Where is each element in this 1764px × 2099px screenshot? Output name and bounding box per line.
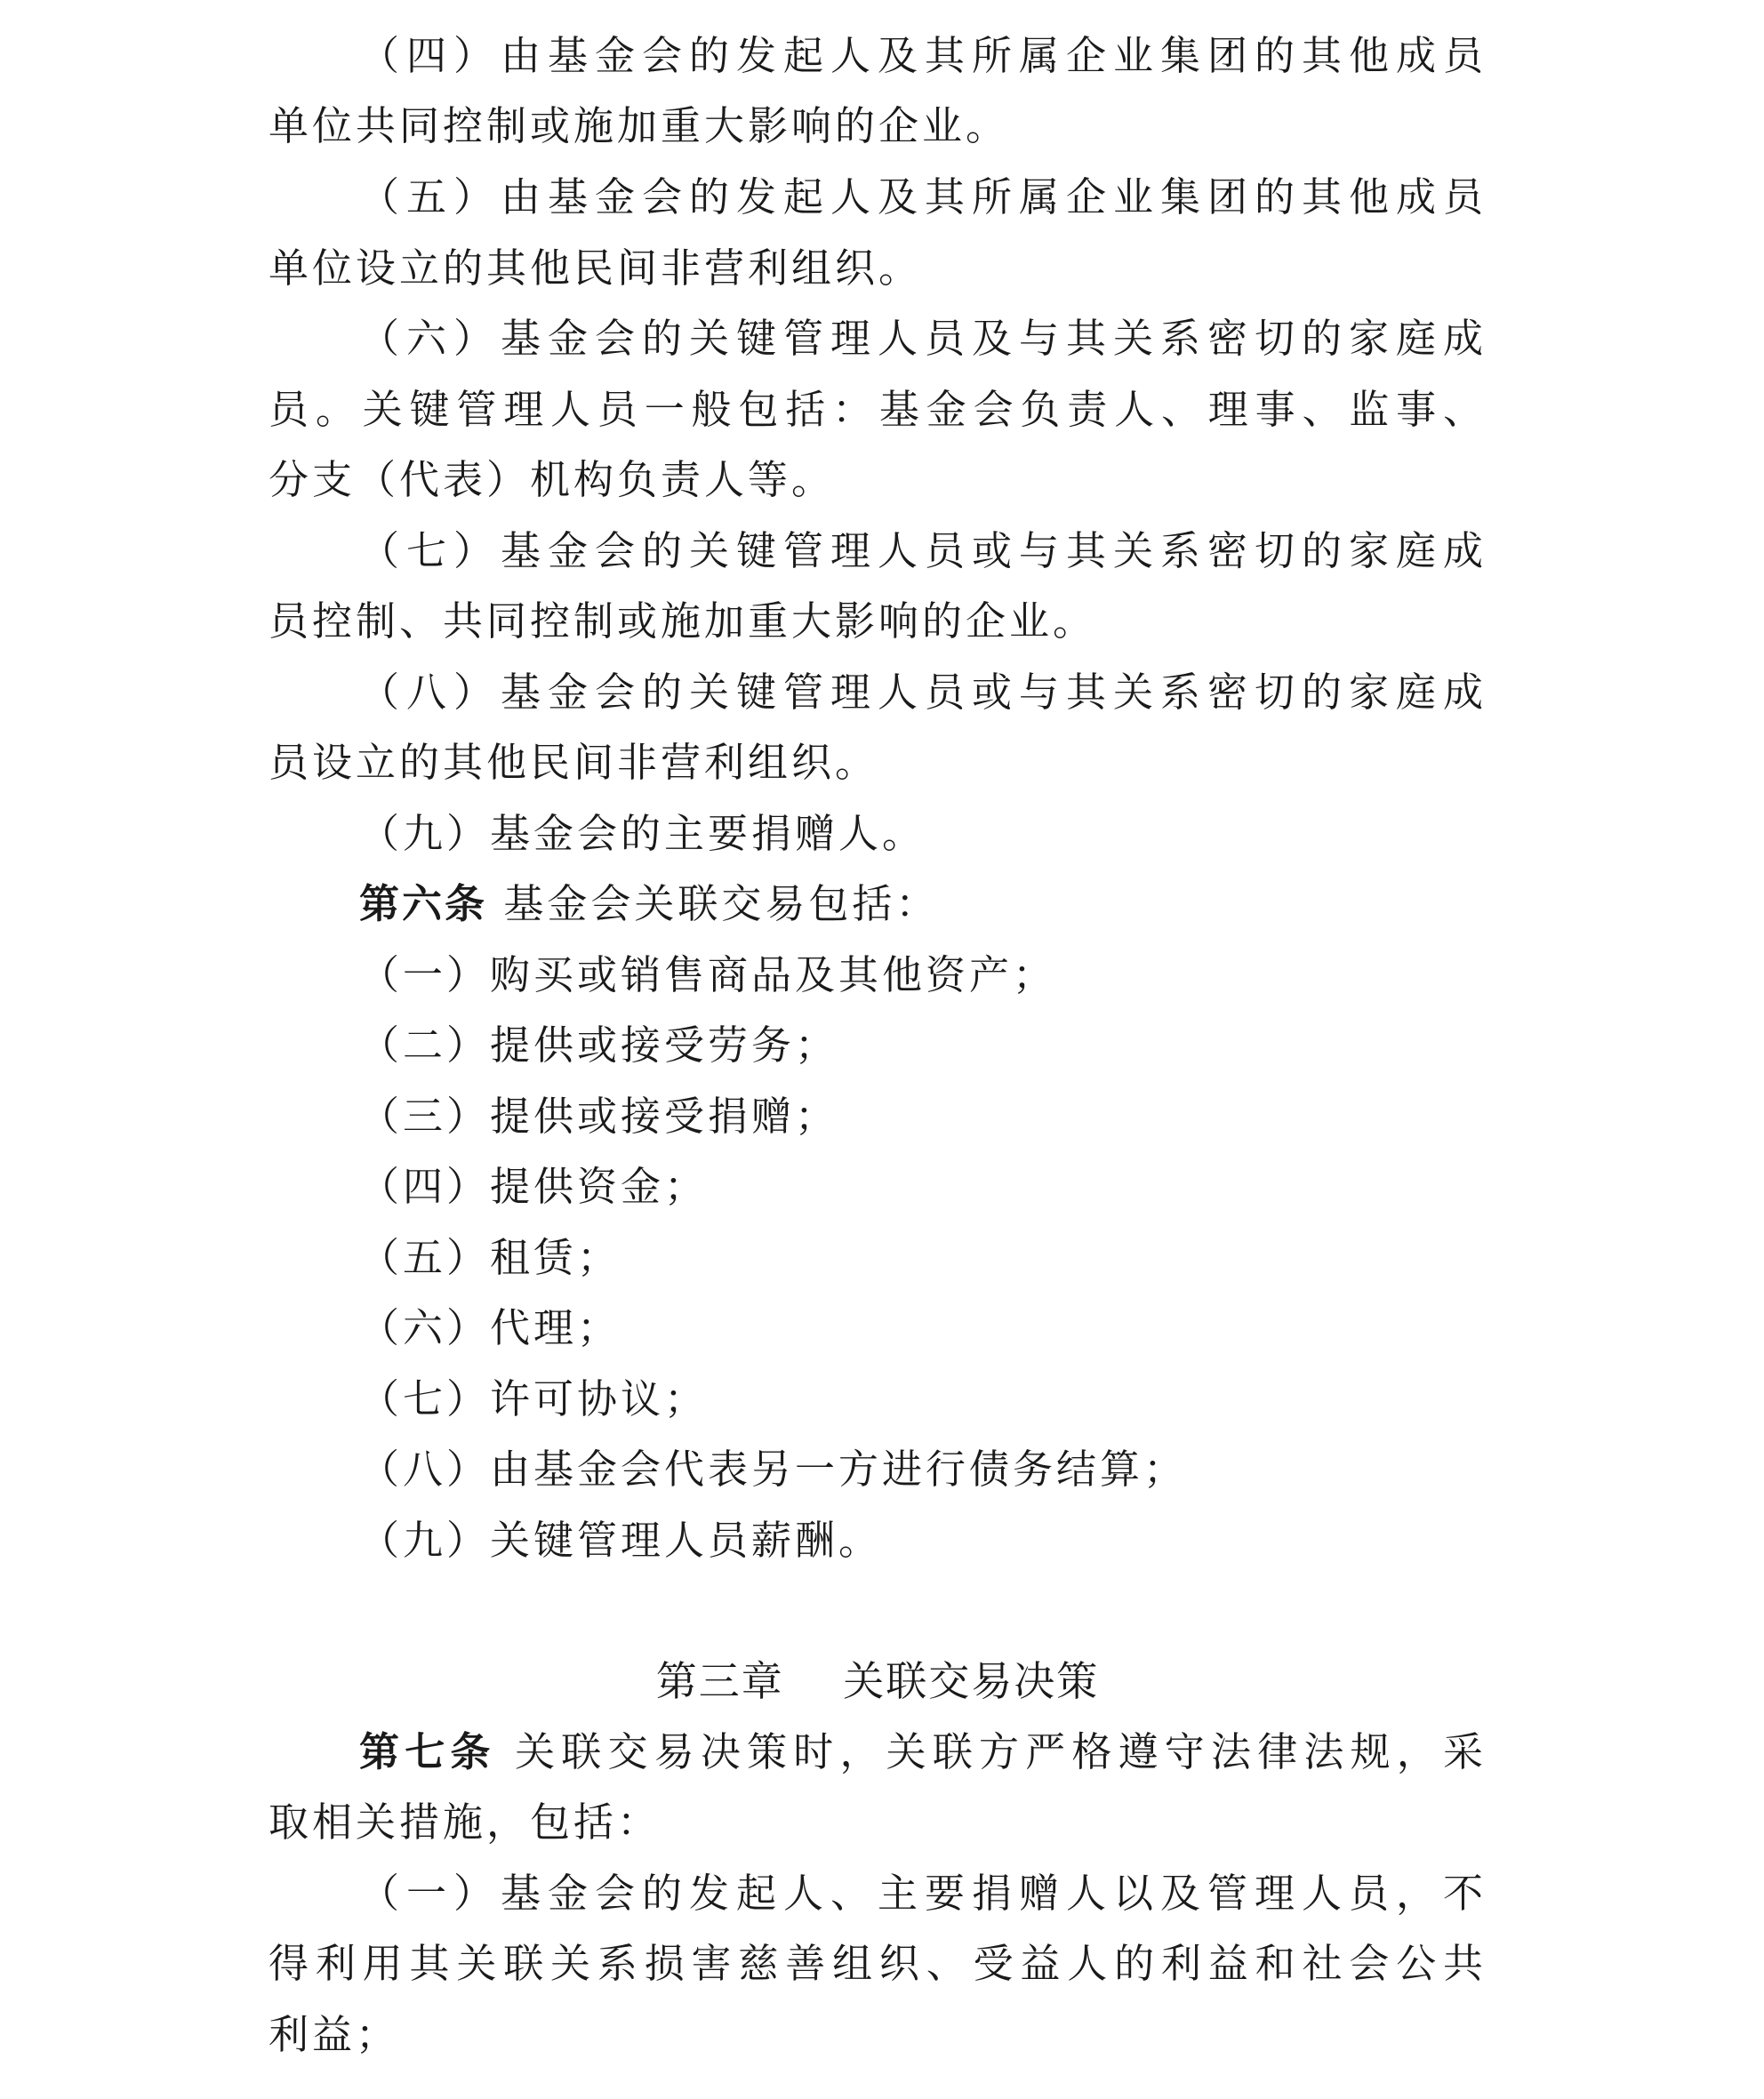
text-line: （七）基金会的关键管理人员或与其关系密切的家庭成 [359, 527, 1487, 574]
list-item: （五）租赁； [359, 1234, 621, 1281]
text-line: 利益； [269, 2011, 400, 2058]
text-line: （六）基金会的关键管理人员及与其关系密切的家庭成 [359, 315, 1487, 362]
text-line: 单位设立的其他民间非营利组织。 [269, 244, 923, 292]
text-line: 员。关键管理人员一般包括：基金会负责人、理事、监事、 [269, 386, 1487, 433]
chapter-title: 第三章 关联交易决策 [655, 1657, 1100, 1705]
text-line: （九）基金会的主要捐赠人。 [359, 810, 926, 857]
text-line: 分支（代表）机构负责人等。 [269, 456, 836, 503]
article-number: 第七条 [359, 1728, 496, 1775]
text-line: （八）基金会的关键管理人员或与其关系密切的家庭成 [359, 669, 1487, 716]
text-line: 得利用其关联关系损害慈善组织、受益人的利益和社会公共 [269, 1940, 1487, 1987]
text-line: （四）由基金会的发起人及其所属企业集团的其他成员 [359, 32, 1487, 79]
list-item: （九）关键管理人员薪酬。 [359, 1517, 883, 1564]
list-item: （七）许可协议； [359, 1375, 709, 1422]
text-line: 单位共同控制或施加重大影响的企业。 [269, 102, 1010, 149]
list-item: （三）提供或接受捐赠； [359, 1093, 839, 1140]
article-line [359, 869, 1487, 940]
text-line: 员控制、共同控制或施加重大影响的企业。 [269, 597, 1097, 645]
article-line [359, 1717, 1487, 1788]
article-text: 基金会关联交易包括： [503, 880, 940, 927]
text-line: （一）基金会的发起人、主要捐赠人以及管理人员，不 [359, 1870, 1487, 1917]
text-line: 取相关措施，包括： [269, 1799, 662, 1846]
text-line: （五）由基金会的发起人及其所属企业集团的其他成员 [359, 173, 1487, 220]
list-item: （六）代理； [359, 1304, 621, 1351]
list-item: （八）由基金会代表另一方进行债务结算； [359, 1446, 1188, 1493]
article-number: 第六条 [359, 880, 488, 927]
list-item: （二）提供或接受劳务； [359, 1021, 839, 1069]
list-item: （四）提供资金； [359, 1163, 709, 1210]
text-line: 员设立的其他民间非营利组织。 [269, 739, 879, 786]
article-text: 关联交易决策时，关联方严格遵守法律法规，采 [515, 1728, 1487, 1775]
list-item: （一）购买或销售商品及其他资产； [359, 951, 1057, 998]
